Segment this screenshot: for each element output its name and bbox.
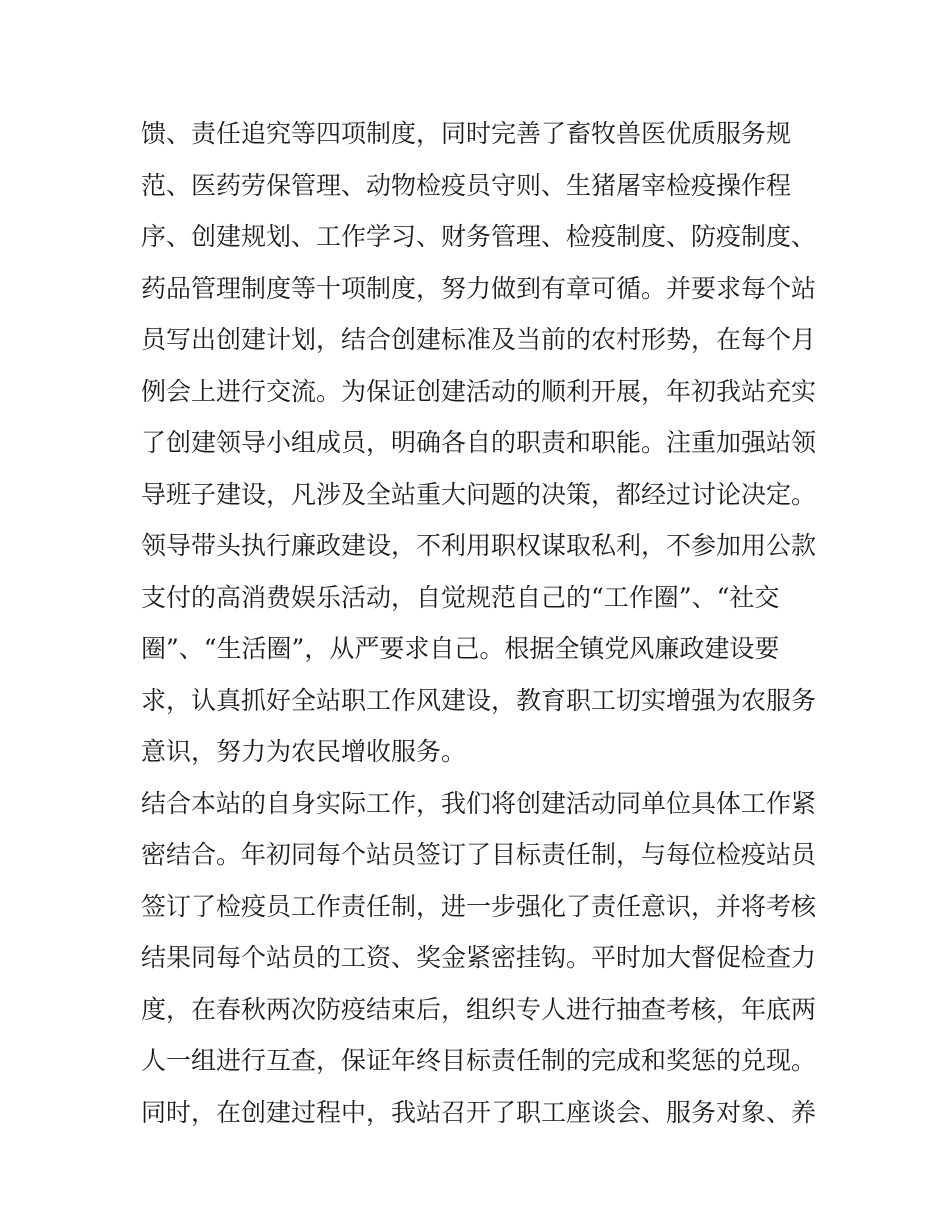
text-line: 结果同每个站员的工资、奖金紧密挂钩。平时加大督促检查力 (141, 943, 817, 972)
text-line: 支付的高消费娱乐活动，自觉规范自己的“工作圈”、“社交 (141, 582, 780, 612)
text-line: 度，在春秋两次防疫结束后，组织专人进行抽查考核，年底两 (141, 994, 817, 1024)
text-line: 求，认真抓好全站职工作风建设，教育职工切实增强为农服务 (141, 685, 817, 715)
text-line: 人一组进行互查，保证年终目标责任制的完成和奖惩的兑现。 (141, 1046, 817, 1075)
text-line: 药品管理制度等十项制度，努力做到有章可循。并要求每个站 (141, 273, 817, 303)
text-line: 密结合。年初同每个站员签订了目标责任制，与每位检疫站员 (141, 840, 817, 869)
text-line: 同时，在创建过程中，我站召开了职工座谈会、服务对象、养 (141, 1097, 817, 1127)
text-line: 签订了检疫员工作责任制，进一步强化了责任意识，并将考核 (141, 891, 817, 921)
text-line: 序、创建规划、工作学习、财务管理、检疫制度、防疫制度、 (141, 222, 817, 251)
text-line: 结合本站的自身实际工作，我们将创建活动同单位具体工作紧 (141, 788, 817, 818)
text-line: 范、医药劳保管理、动物检疫员守则、生猪屠宰检疫操作程 (141, 170, 792, 200)
text-line: 圈”、“生活圈”，从严要求自己。根据全镇党风廉政建设要 (141, 634, 780, 663)
text-line: 意识，努力为农民增收服务。 (141, 737, 467, 766)
text-line: 员写出创建计划，结合创建标准及当前的农村形势，在每个月 (141, 325, 817, 354)
text-line: 馈、责任追究等四项制度，同时完善了畜牧兽医优质服务规 (141, 119, 792, 148)
text-line: 了创建领导小组成员，明确各自的职责和职能。注重加强站领 (141, 428, 817, 457)
body-text (141, 108, 831, 1138)
text-line: 领导带头执行廉政建设，不利用职权谋取私利，不参加用公款 (141, 531, 817, 560)
text-line: 导班子建设，凡涉及全站重大问题的决策，都经过讨论决定。 (141, 479, 817, 509)
text-line: 例会上进行交流。为保证创建活动的顺利开展，年初我站充实 (141, 376, 817, 406)
